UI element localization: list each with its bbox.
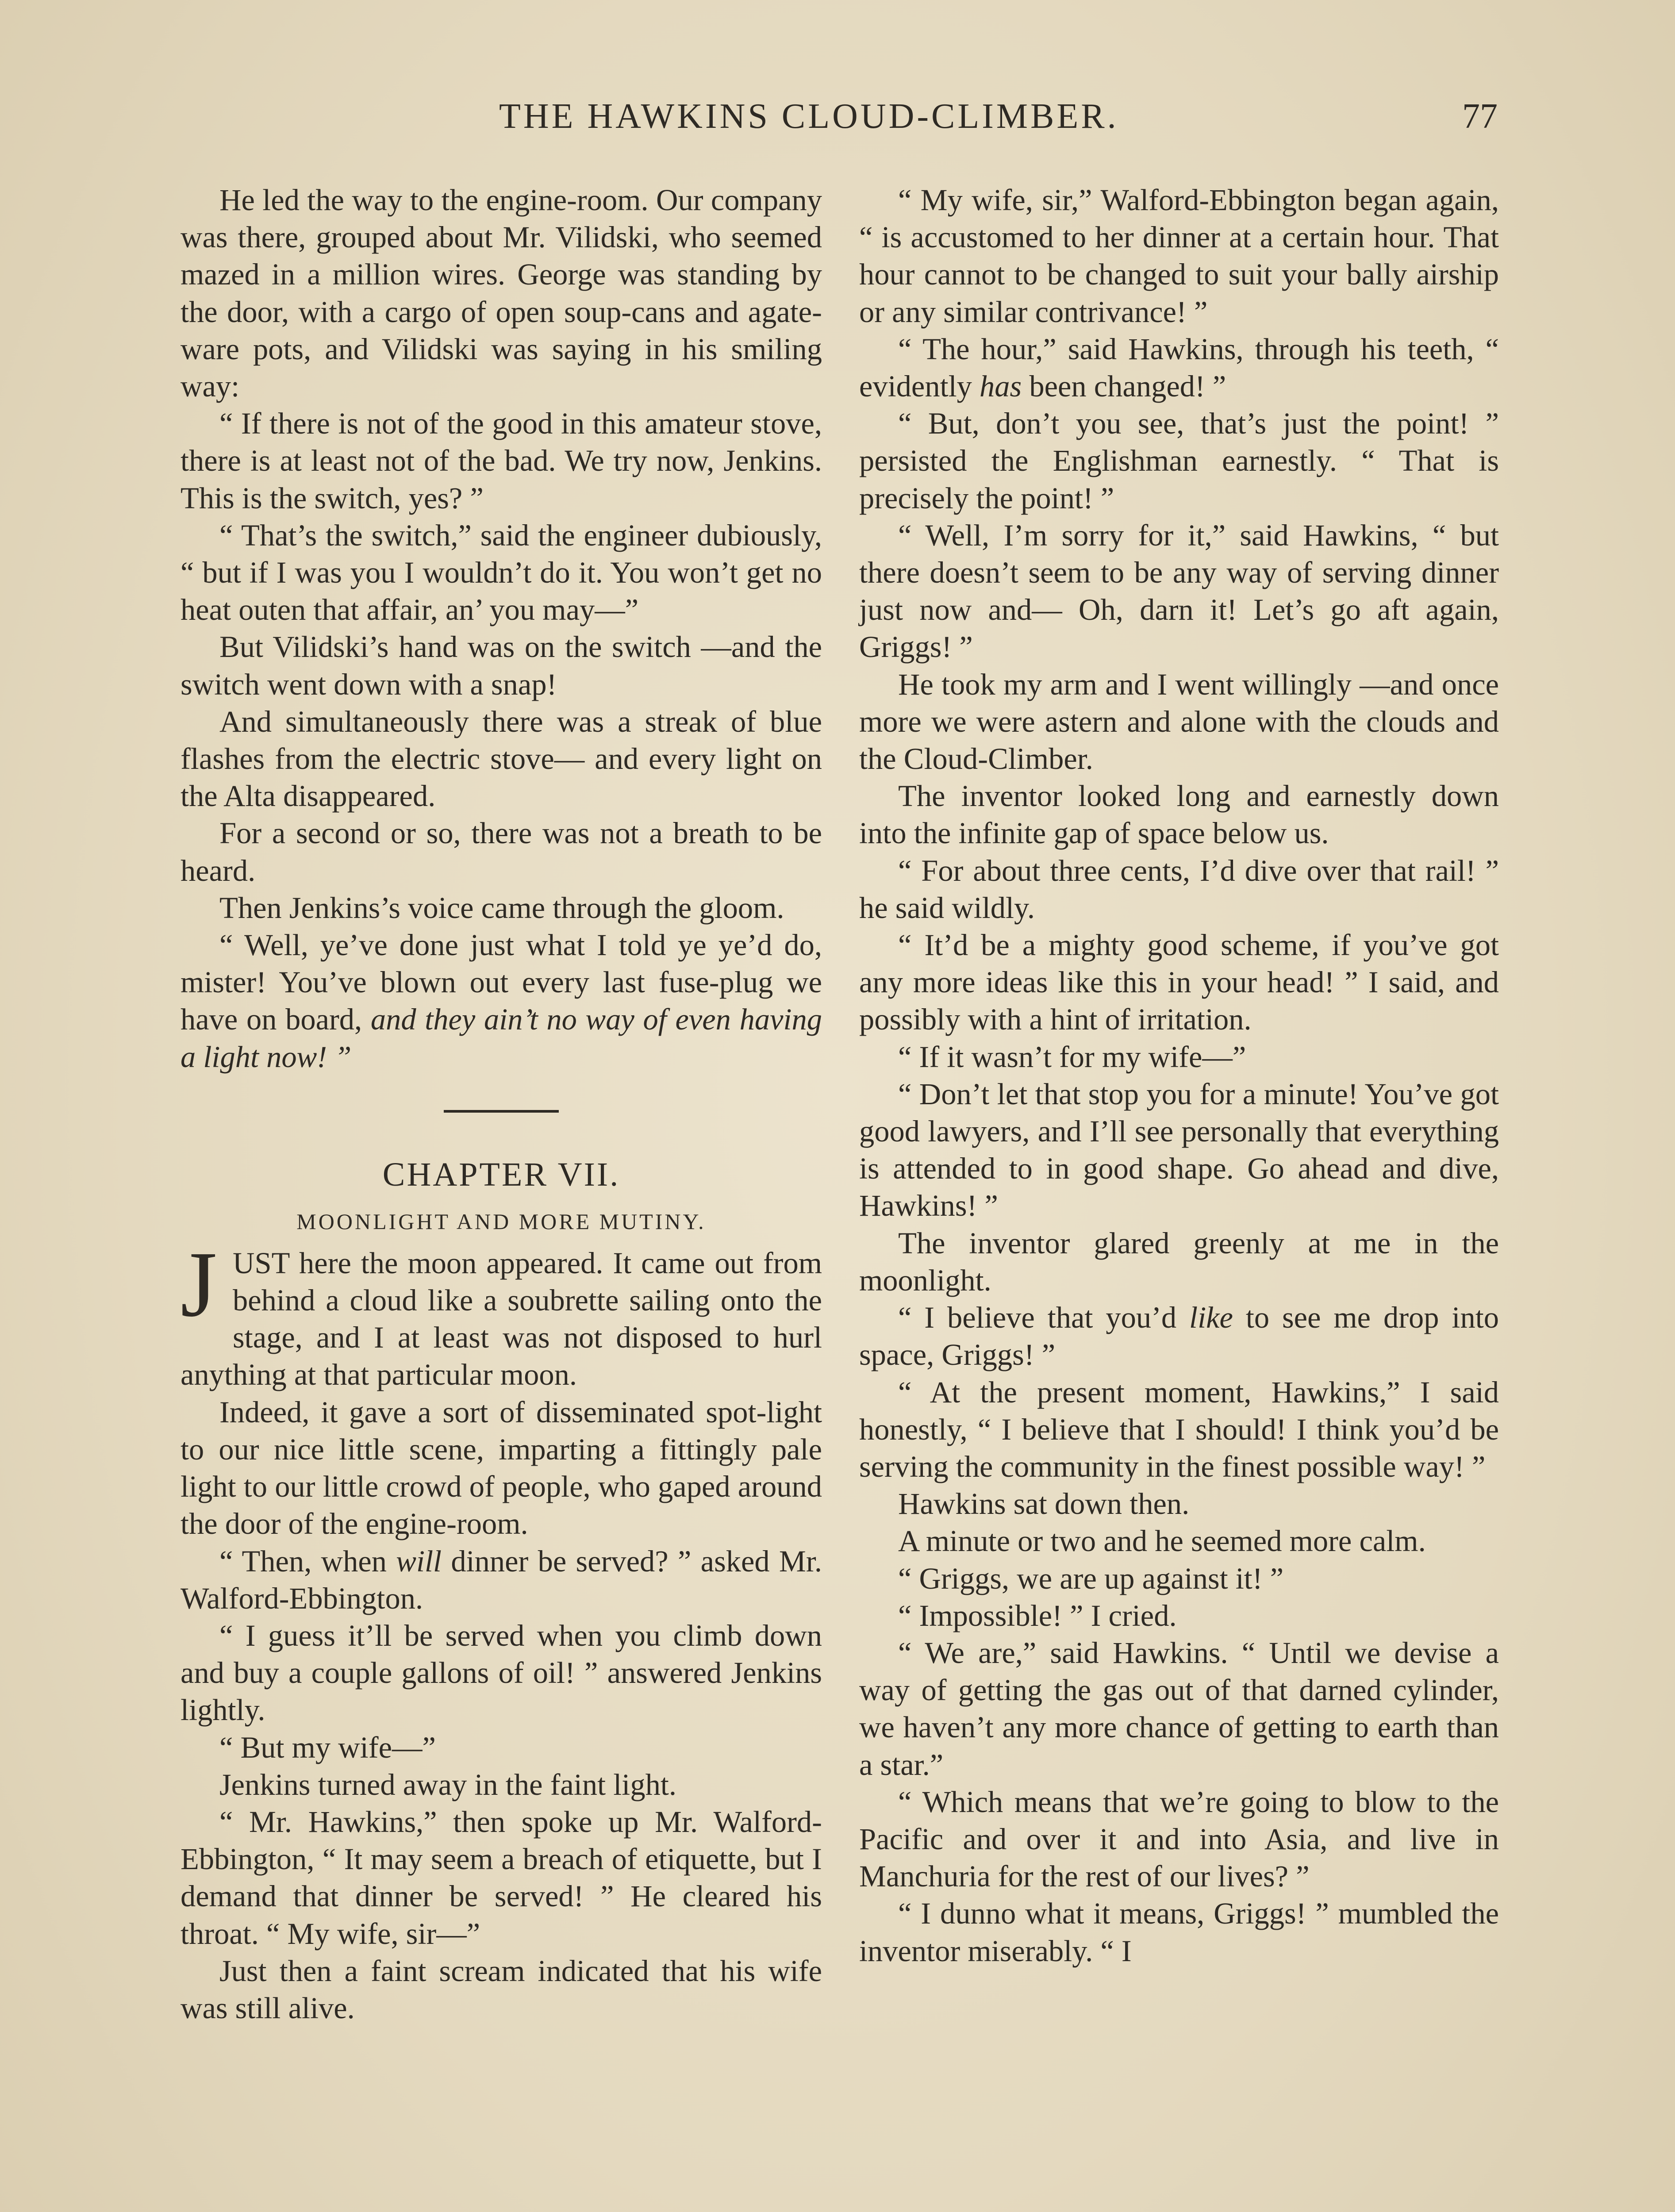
- paragraph: He took my arm and I went willingly —and once more we were astern and alone with the clouds and the Cloud-Climber.: [859, 667, 1499, 776]
- paragraph: “ At the present moment, Hawkins,” I said honestly, “ I believe that I should! I think you’d be serving the community in the finest possible way! ”: [859, 1375, 1499, 1483]
- paragraph: The inventor glared greenly at me in the moonlight.: [859, 1226, 1499, 1297]
- paragraph: He led the way to the engine-room. Our company was there, grouped about Mr. Vilidski, who seemed mazed in a million wires. George was standing by the door, with a cargo of open soup-cans and agate-ware pots, and Vilidski was saying in his smiling way:: [181, 183, 822, 403]
- paragraph: “ But, don’t you see, that’s just the point! ” persisted the Englishman earnestly. “ That is precisely the point! ”: [859, 407, 1499, 515]
- divider-rule: [444, 1110, 559, 1113]
- paragraph: “ I dunno what it means, Griggs! ” mumbled the inventor miserably. “ I: [859, 1897, 1499, 1968]
- text-run: to see me drop into space, Griggs! ”: [859, 1301, 1499, 1372]
- section-divider: [181, 1075, 822, 1151]
- paragraph: “ Impossible! ” I cried.: [898, 1598, 1177, 1632]
- paragraph: A minute or two and he seemed more calm.: [898, 1524, 1426, 1558]
- paragraph: [181, 926, 822, 1075]
- paragraph: But Vilidski’s hand was on the switch —and the switch went down with a snap!: [181, 630, 822, 701]
- paragraph: “ If there is not of the good in this amateur stove, there is at least not of the bad. We try now, Jenkins. This is the switch, yes? ”: [181, 407, 822, 515]
- text-run: dinner be served? ” asked Mr. Walford-Ebbington.: [181, 1544, 822, 1615]
- paragraph: Just then a faint scream indicated that his wife was still alive.: [181, 1954, 822, 2025]
- paragraph: Then Jenkins’s voice came through the gloom.: [219, 891, 784, 925]
- paragraph: Indeed, it gave a sort of disseminated spot-light to our nice little scene, imparting a fittingly pale light to our little crowd of people, who gaped around the door of the engine-room.: [181, 1395, 822, 1541]
- text-run: “ I believe that you’d: [898, 1301, 1190, 1335]
- running-title: THE HAWKINS CLOUD-CLIMBER.: [499, 97, 1119, 136]
- left-column: [181, 181, 822, 2027]
- opening-paragraph: [181, 1232, 822, 1394]
- paragraph: [859, 1299, 1499, 1373]
- paragraph: “ My wife, sir,” Walford-Ebbington began again, “ is accustomed to her dinner at a certain hour. That hour cannot to be changed to suit your bally airship or any similar contrivance! ”: [859, 183, 1499, 329]
- right-column: [859, 181, 1499, 1970]
- chapter-subtitle: MOONLIGHT AND MORE MUTINY.: [296, 1209, 706, 1234]
- paragraph: “ I guess it’ll be served when you climb down and buy a couple gallons of oil! ” answered Jenkins lightly.: [181, 1618, 822, 1727]
- paragraph: “ It’d be a mighty good scheme, if you’ve got any more ideas like this in your head! ” I said, and possibly with a hint of irritation.: [859, 928, 1499, 1037]
- text-run: “ Well, ye’ve done just what I told ye ye’d do, mister! You’ve blown out every last fuse-plug we have on board,: [181, 928, 822, 1037]
- italic-text: like: [1189, 1301, 1233, 1335]
- paragraph: “ Mr. Hawkins,” then spoke up Mr. Walford-Ebbington, “ It may seem a breach of etiquette, but I demand that dinner be served! ” He cleared his throat. “ My wife, sir—”: [181, 1805, 822, 1951]
- paragraph: “ That’s the switch,” said the engineer dubiously, “ but if I was you I wouldn’t do it. You won’t get no heat outen that affair, an’ you may—”: [181, 518, 822, 627]
- paragraph: “ Which means that we’re going to blow to the Pacific and over it and into Asia, and live in Manchuria for the rest of our lives? ”: [859, 1785, 1499, 1893]
- paragraph: “ For about three cents, I’d dive over that rail! ” he said wildly.: [859, 853, 1499, 925]
- italic-text: and they ain’t no way of even having a light now! ”: [181, 1002, 822, 1074]
- paragraph: “ Well, I’m sorry for it,” said Hawkins, “ but there doesn’t seem to be any way of serving dinner just now and— Oh, darn it! Let’s go aft again, Griggs! ”: [859, 518, 1499, 664]
- paragraph: “ If it wasn’t for my wife—”: [898, 1040, 1246, 1074]
- paragraph: Jenkins turned away in the faint light.: [219, 1767, 676, 1801]
- paragraph: And simultaneously there was a streak of blue flashes from the electric stove— and every light on the Alta disappeared.: [181, 704, 822, 813]
- paragraph: “ Don’t let that stop you for a minute! You’ve got good lawyers, and I’ll see personally that everything is attended to in good shape. Go ahead and dive, Hawkins! ”: [859, 1077, 1499, 1223]
- paragraph: “ Griggs, we are up against it! ”: [898, 1561, 1284, 1595]
- paragraph: Hawkins sat down then.: [898, 1487, 1190, 1521]
- page-number: 77: [1462, 97, 1498, 136]
- chapter-title: CHAPTER VII.: [382, 1156, 620, 1193]
- text-run: been changed! ”: [1022, 369, 1226, 403]
- paragraph: “ But my wife—”: [219, 1730, 436, 1764]
- italic-text: has: [980, 369, 1022, 403]
- paragraph: The inventor looked long and earnestly down into the infinite gap of space below us.: [859, 779, 1499, 850]
- paragraph: “ We are,” said Hawkins. “ Until we devise a way of getting the gas out of that darned cylinder, we haven’t any more chance of getting to earth than a star.”: [859, 1636, 1499, 1782]
- paragraph: [859, 330, 1499, 405]
- drop-cap: J: [181, 1232, 217, 1336]
- text-run: “ Then, when: [219, 1544, 396, 1578]
- paragraph: For a second or so, there was not a breath to be heard.: [181, 816, 822, 887]
- paragraph: [181, 1543, 822, 1617]
- italic-text: will: [396, 1544, 442, 1578]
- page-header: [0, 96, 1675, 150]
- text-run: “ The hour,” said Hawkins, through his teeth, “ evidently: [859, 332, 1499, 403]
- paragraph: UST here the moon appeared. It came out from behind a cloud like a soubrette sailing onto the stage, and I at least was not disposed to hurl anything at that particular moon.: [181, 1246, 822, 1392]
